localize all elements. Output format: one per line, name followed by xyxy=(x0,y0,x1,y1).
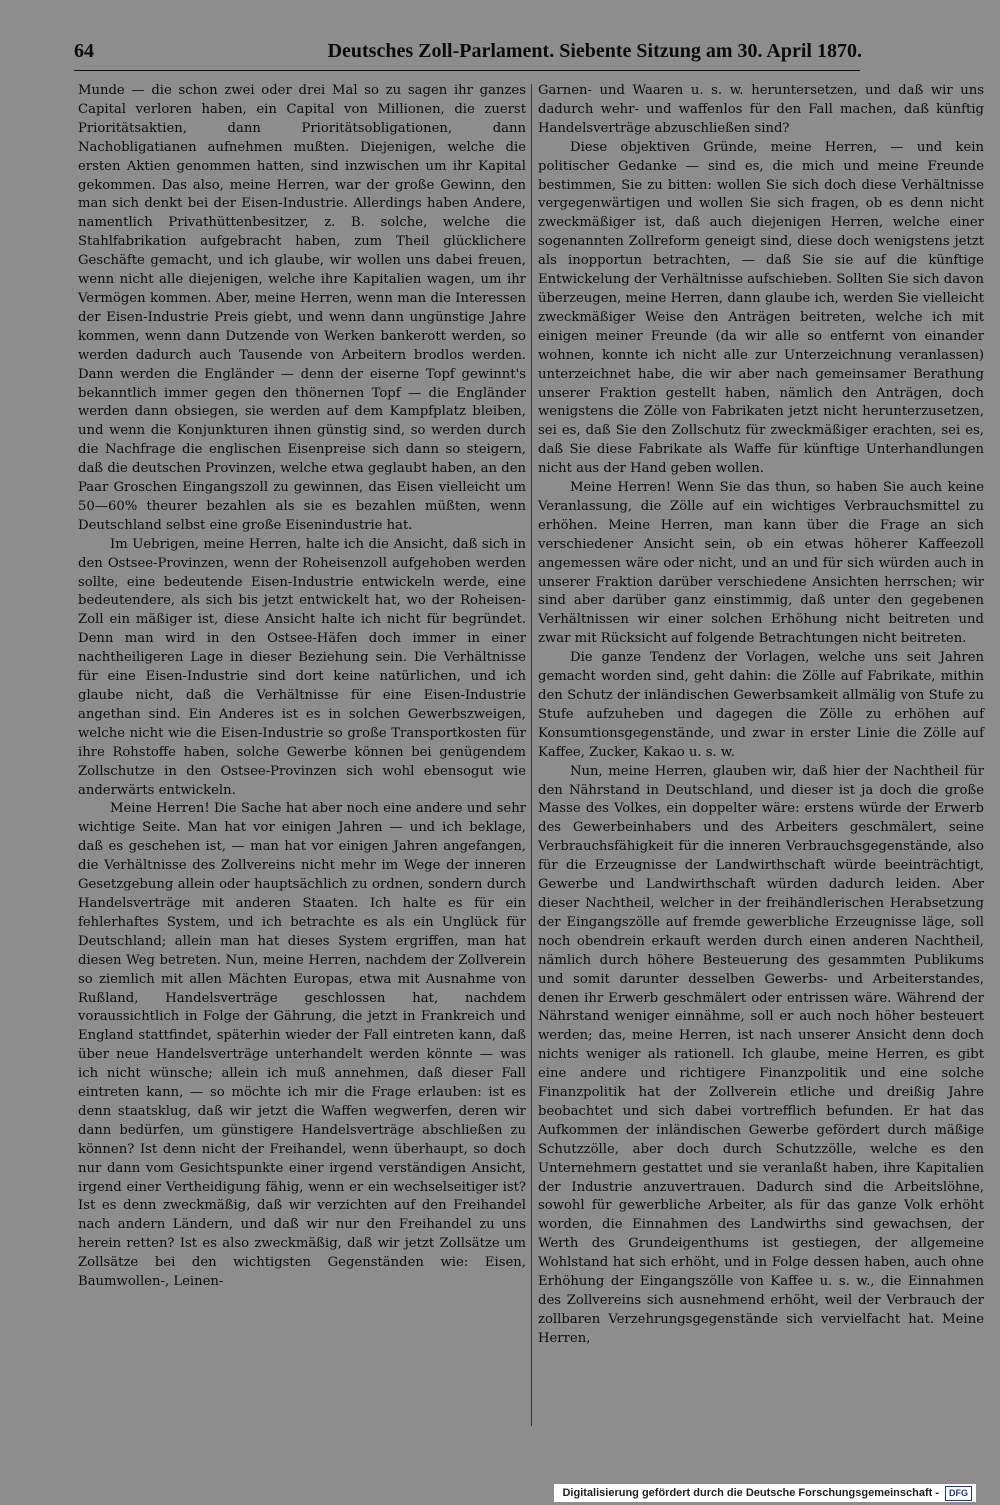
page-number: 64 xyxy=(74,40,94,62)
paragraph: Nun, meine Herren, glauben wir, daß hier der Nachtheil für den Nährstand in Deutschland, und dieser ist ja doch die große Masse des Volkes, ein doppelter wäre: erstens würde der Erwerb des Gewerbeinhabers und des Arbeiters geschmälert, seine Verbrauchsfähigkeit für die inneren Verbrauchsgegenstände, also für die Erzeugnisse der Landwirthschaft würde beeinträchtigt, Gewerbe und Landwirthschaft würden dadurch leiden. Aber dieser Nachtheil, welcher in der freihändlerischen Herabsetzung der Eingangszölle auf fremde gewerbliche Erzeugnisse läge, soll noch obendrein erkauft werden durch einen anderen Nachtheil, nämlich durch höhere Besteuerung des gesammten Publikums und somit darunter desselben Gewerbs- und Arbeiterstandes, denen ihr Erwerb geschmälert oder entrissen wäre. Während der Nährstand weniger einnähme, soll er auch noch höher besteuert werden; das, meine Herren, ist nach unserer Ansicht denn doch nichts weniger als rationell. Ich glaube, meine Herren, es gibt eine andere und richtigere Finanzpolitik und eine solche Finanzpolitik hat der Zollverein etliche und dreißig Jahre beobachtet und sich dabei vortrefflich befunden. Er hat das Aufkommen der inländischen Gewerbe gefördert durch mäßige Schutzzölle, aber doch durch Schutzzölle, welche es den Unternehmern gestattet und sie veranlaßt haben, ihre Kapitalien der Industrie anzuvertrauen. Dadurch sind die Arbeitslöhne, sowohl für gewerbliche Arbeiter, als für das ganze Volk erhöht worden, die Einnahmen des Landwirths sind gewachsen, der Werth des Grundeigenthums ist gestiegen, der allgemeine Wohlstand hat sich erhöht, und in Folge dessen haben, auch ohne Erhöhung der Eingangszölle von Kaffee u. s. w., die Einnahmen des Zollvereins sich ausnehmend erhöht, weil der Verbrauch der zollbaren Verzehrungsgegenstände sich vervielfacht hat. Meine Herren, xyxy=(538,763,984,1346)
digitization-footer xyxy=(554,1484,976,1502)
column-divider xyxy=(531,84,532,1426)
right-column xyxy=(538,82,984,1349)
paragraph: Munde — die schon zwei oder drei Mal so zu sagen ihr ganzes Capital verloren haben, ein Capital von Millionen, die zuerst Prioritätsaktien, dann Prioritätsobligationen, dann Nachobligatianen aufnehmen mußten. Diejenigen, welche die ersten Aktien genommen hatten, sind inzwischen um ihr Kapital gekommen. Das also, meine Herren, war der große Gewinn, den man sich denkt bei der Eisen-Industrie. Allerdings haben Andere, namentlich Privathüttenbesitzer, z. B. solche, welche die Stahlfabrikation aufgebracht haben, zum Theil glücklichere Geschäfte gemacht, und ich glaube, wir wollen uns dabei freuen, wenn nicht alle diejenigen, welche ihre Kapitalien wagen, um ihr Vermögen kommen. Aber, meine Herren, wenn man die Interessen der Eisen-Industrie Preis giebt, und wenn dann ungünstige Jahre kommen, wenn dann Dutzende von Werken bankerott werden, so werden dadurch auch Tausende von Arbeitern brodlos werden. Dann werden die Engländer — denn der eiserne Topf gewinnt's bekanntlich immer gegen den thönernen Topf — die Engländer werden dann obsiegen, sie werden auf dem Kampfplatz bleiben, und wenn die Konjunkturen ihnen günstig sind, so werden durch die Nachfrage die englischen Eisenpreise sich dann so steigern, daß die deutschen Provinzen, welche etwa geglaubt haben, an den Paar Groschen Eingangszoll zu gewinnen, das Eisen vielleicht um 50—60% theurer bezahlen als sie es bezahlen müßten, wenn Deutschland selbst eine große Eisenindustrie hat. xyxy=(78,83,526,533)
paragraph: Garnen- und Waaren u. s. w. heruntersetzen, und daß wir uns dadurch wehr- und waffenlos für den Fall machen, daß künftig Handelsverträge abzuschließen sind? xyxy=(538,83,984,136)
paragraph: Meine Herren! Wenn Sie das thun, so haben Sie auch keine Veranlassung, die Zölle auf ein wichtiges Verbrauchsmittel zu erhöhen. Meine Herren, man kann über die Frage an sich verschiedener Ansicht sein, ob ein etwas höherer Kaffeezoll angemessen wäre oder nicht, und an und für sich würden auch in unserer Fraktion darüber verschiedene Ansichten herrschen; wir sind aber darüber ganz einstimmig, daß unter den gegebenen Verhältnissen wir einer solchen Erhöhung nicht beitreten und zwar mit Rücksicht auf folgende Betrachtungen nicht beitreten. xyxy=(538,480,984,647)
paragraph: Meine Herren! Die Sache hat aber noch eine andere und sehr wichtige Seite. Man hat vor einigen Jahren — und ich beklage, daß es geschehen ist, — man hat vor einigen Jahren angefangen, die Verhältnisse des Zollvereins nicht mehr im Wege der inneren Gesetzgebung allein oder hauptsächlich zu ordnen, sondern durch Handelsverträge mit anderen Staaten. Ich halte es für ein fehlerhaftes System, und ich betrachte es als ein Unglück für Deutschland; allein man hat dieses System ergriffen, man hat diesen Weg betreten. Nun, meine Herren, nachdem der Zollverein so ziemlich mit allen Mächten Europas, etwa mit Ausnahme von Rußland, Handelsverträge geschlossen hat, nachdem voraussichtlich in Folge der Gährung, die jetzt in Frankreich und England stattfindet, späterhin wieder der Fall eintreten kann, daß über neue Handelsverträge unterhandelt werden könnte — was ich nicht wünsche; allein ich muß annehmen, daß dieser Fall eintreten kann, — so möchte ich mir die Frage erlauben: ist es denn staatsklug, daß wir jetzt die Waffen wegwerfen, deren wir dann bedürfen, um günstigere Handelsverträge abschließen zu können? Ist denn nicht der Freihandel, wenn überhaupt, so doch nur dann vom Gesichtspunkte einer irgend verständigen Ansicht, irgend einer Vertheidigung fähig, wenn er ein wechselseitiger ist? Ist es denn zweckmäßig, daß wir verzichten auf den Freihandel nach andern Ländern, und daß wir nur den Freihandel zu uns herein retten? Ist es also zweckmäßig, daß wir jetzt Zollsätze um Zollsätze bei den wichtigsten Gegenständen wie: Eisen, Baumwollen-, Leinen- xyxy=(78,801,526,1290)
page-header xyxy=(74,34,926,68)
footer-credit: Digitalisierung gefördert durch die Deutsche Forschungsgemeinschaft - xyxy=(562,1487,939,1499)
paragraph: Im Uebrigen, meine Herren, halte ich die Ansicht, daß sich in den Ostsee-Provinzen, wenn der Roheisenzoll aufgehoben werden sollte, eine bedeutende Eisen-Industrie entwickeln werde, eine bedeutendere, als sich bis jetzt entwickelt hat, wo der Roheisen-Zoll ein mäßiger ist, diese Ansicht halte ich nicht für begründet. Denn man wird in den Ostsee-Häfen doch immer in einer nachtheiligeren Lage in dieser Beziehung sein. Die Verhältnisse für eine Eisen-Industrie sind dort keine natürlichen, und ich glaube nicht, daß die Verhältnisse für eine Eisen-Industrie angethan sind. Ein Anderes ist es in solchen Gewerbszweigen, welche nicht wie die Eisen-Industrie so große Transportkosten für ihre Rohstoffe haben, solche Gewerbe können bei genügendem Zollschutze in den Ostsee-Provinzen sich wohl ebensogut wie anderwärts entwickeln. xyxy=(78,536,526,798)
paragraph: Die ganze Tendenz der Vorlagen, welche uns seit Jahren gemacht worden sind, geht dahin: die Zölle auf Fabrikate, mithin den Schutz der inländischen Gewerbsamkeit allmälig von Stufe zu Stufe aufzuheben und dagegen die Zölle zu erhöhen auf Konsumtionsgegenstände, und zwar in erster Linie die Zölle auf Kaffee, Zucker, Kakao u. s. w. xyxy=(538,650,984,760)
paragraph: Diese objektiven Gründe, meine Herren, — und kein politischer Gedanke — sind es, die mich und meine Freunde bestimmen, Sie zu bitten: wollen Sie sich doch diese Verhältnisse vergegenwärtigen und wollen Sie sich fragen, ob es denn nicht zweckmäßiger ist, daß auch diejenigen Herren, welche einer sogenannten Zollreform geneigt sind, diese doch wenigstens jetzt als inopportun betrachten, — daß Sie sie auf die künftige Entwickelung der Verhältnisse aufschieben. Sollten Sie sich davon überzeugen, meine Herren, dann glaube ich, werden Sie vielleicht zweckmäßiger Weise den Anträgen beitreten, welche ich mit einigen meiner Freunde (da wir alle so entfernt von einander wohnen, konnte ich nicht alle zur Unterzeichnung veranlassen) unterzeichnet habe, die wir aber nach gemeinsamer Berathung unserer Fraktion gestellt haben, nämlich den Anträgen, doch wenigstens die Zölle von Fabrikaten jetzt nicht herunterzusetzen, sei es, daß Sie den Zollschutz für zweckmäßiger erachten, sei es, daß Sie diese Fabrikate als Waffe für künftige Unterhandlungen nicht aus der Hand geben wollen. xyxy=(538,139,984,477)
header-rule xyxy=(74,70,860,71)
running-title: Deutsches Zoll-Parlament. Siebente Sitzung am 30. April 1870. xyxy=(327,40,862,62)
dfg-logo-icon: DFG xyxy=(945,1486,972,1501)
left-column xyxy=(78,82,526,1292)
